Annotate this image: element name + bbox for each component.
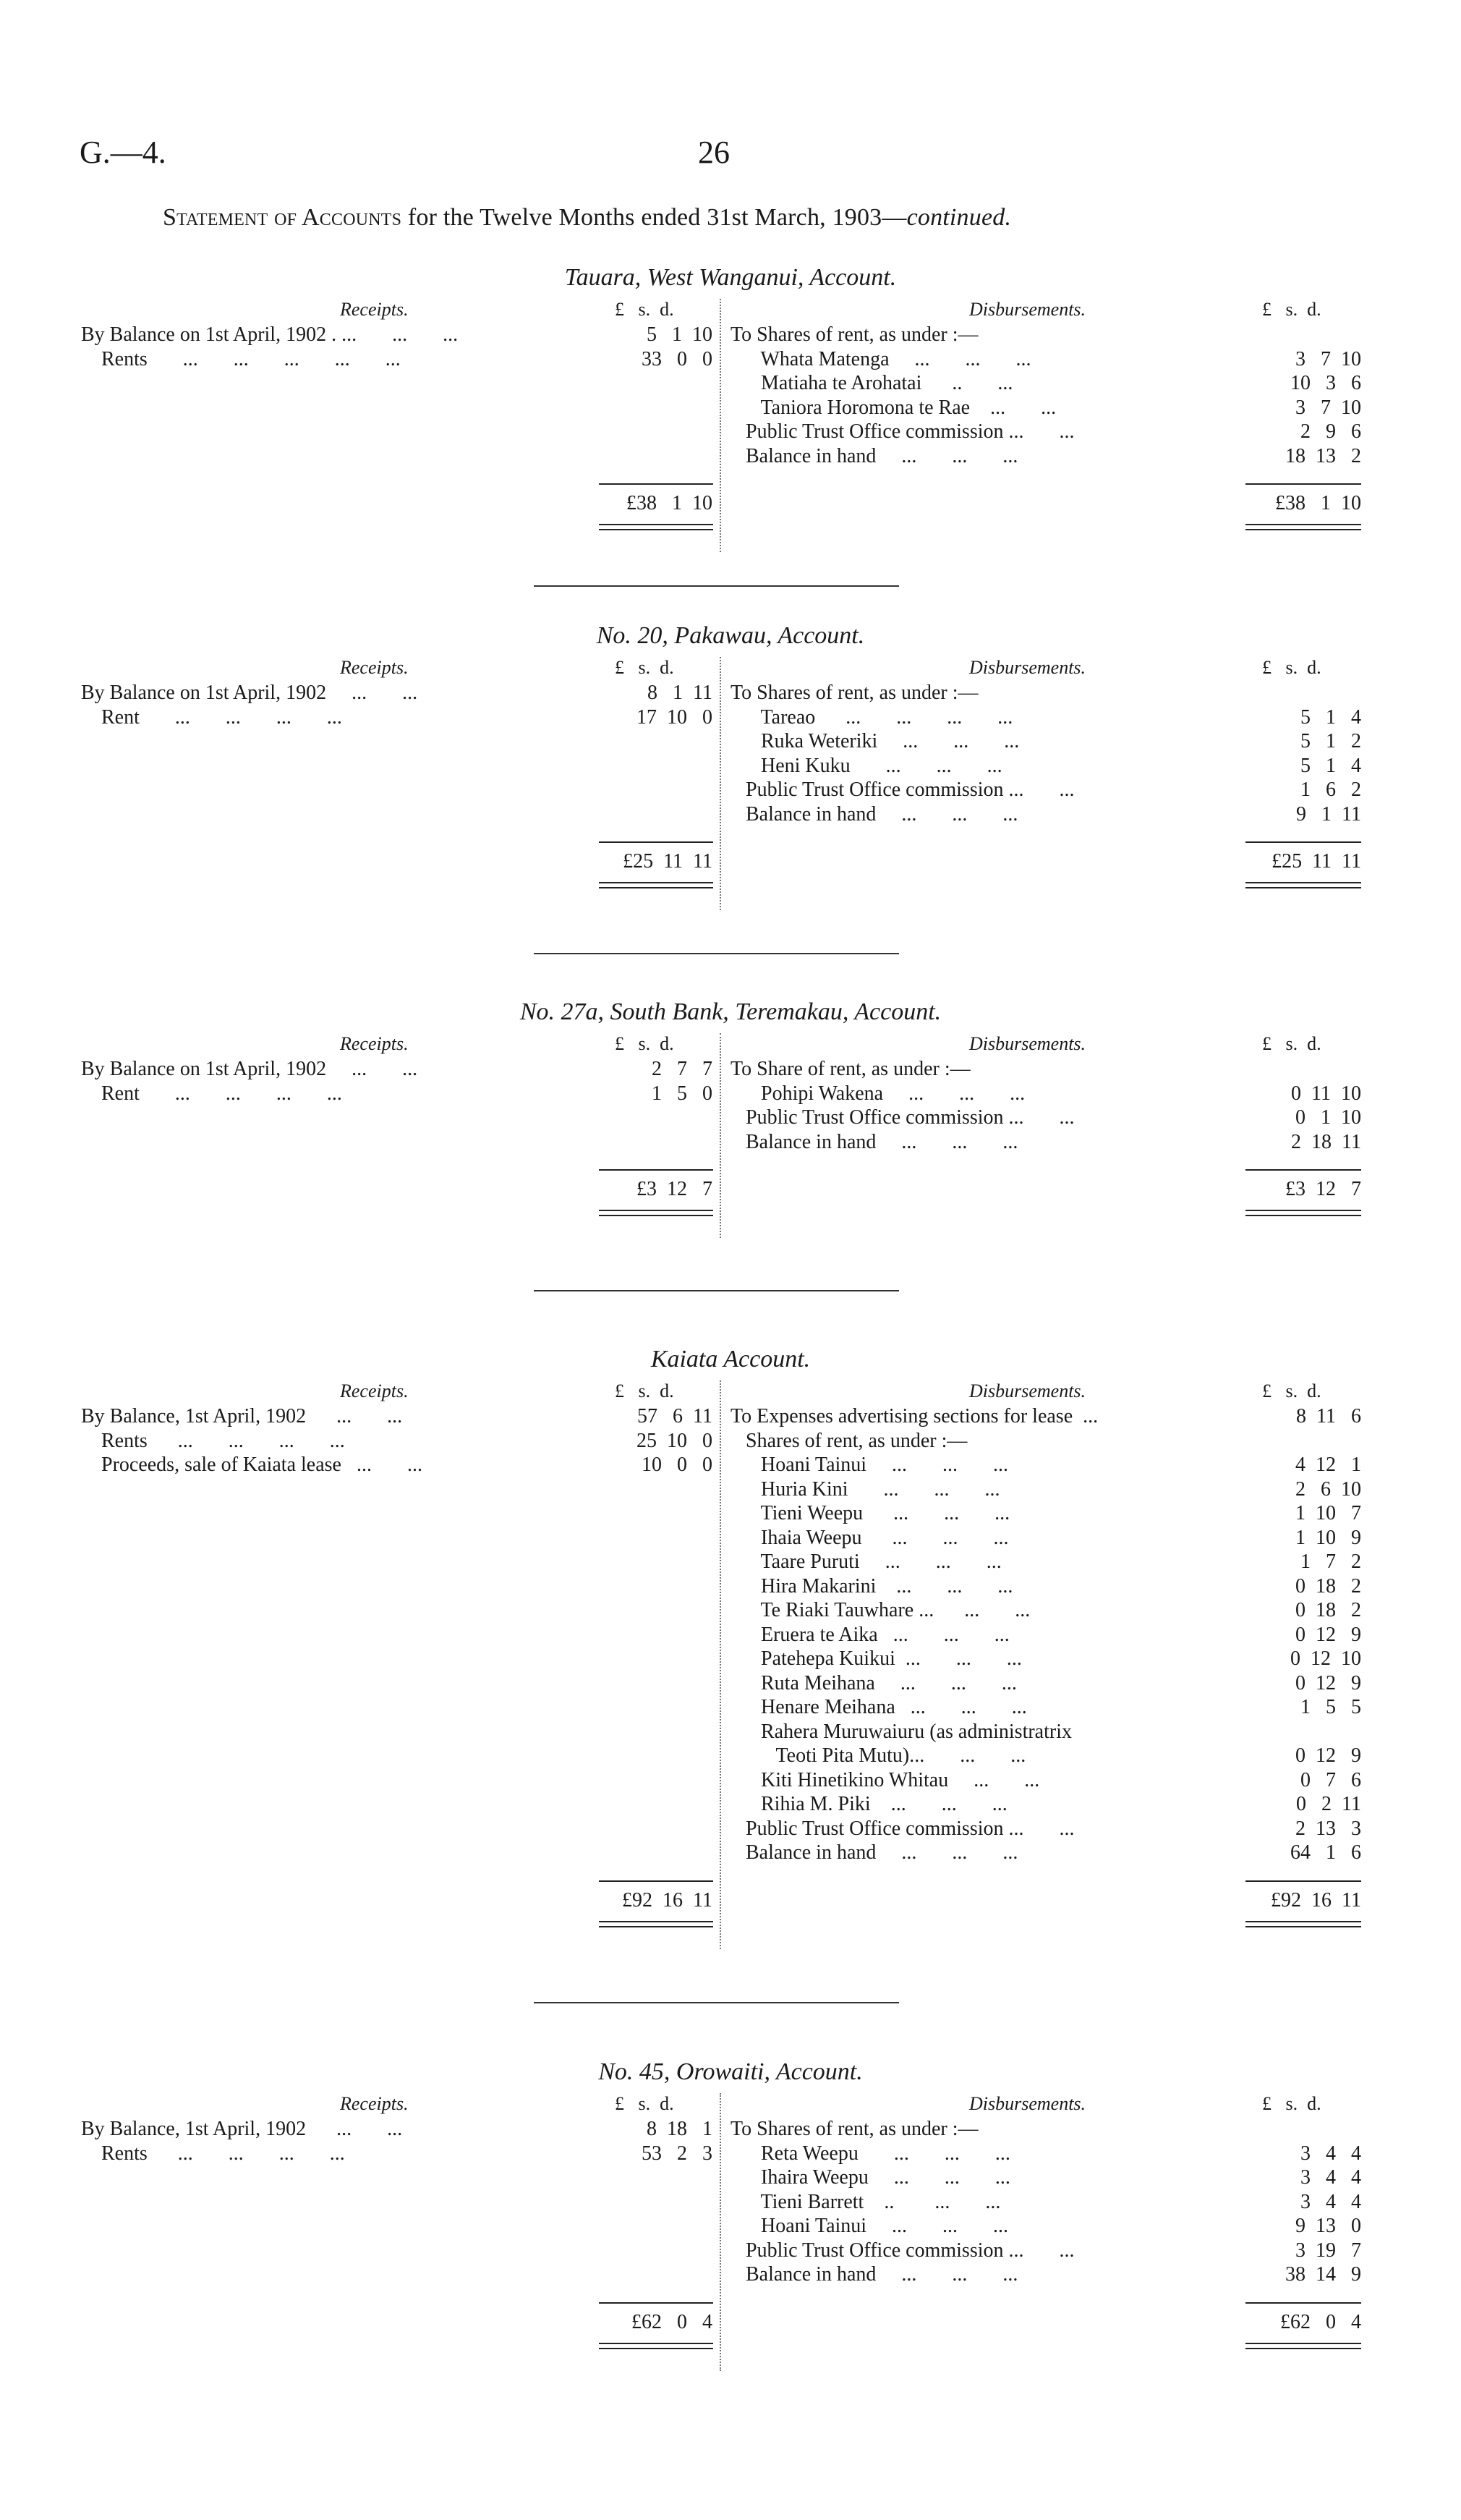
disbursements-total-double-rule <box>1245 1921 1361 1927</box>
disbursements-total-double-rule <box>1245 524 1361 530</box>
column-divider <box>720 1380 722 1949</box>
receipt-row-amount: 2 7 7 <box>652 1058 712 1080</box>
disbursements-money-heading: £ s. d. <box>1262 657 1321 678</box>
disbursement-row-label: Public Trust Office commission ... ... <box>730 420 1075 443</box>
disbursement-row-label: Hoani Tainui ... ... ... <box>730 1454 1009 1476</box>
disbursements-total-double-rule <box>1245 2343 1361 2349</box>
disbursements-heading: Disbursements. <box>969 657 1086 678</box>
receipts-total-double-rule <box>599 1210 713 1216</box>
disbursement-row-amount: 8 11 6 <box>1296 1405 1361 1427</box>
receipts-total: £3 12 7 <box>636 1178 712 1200</box>
disbursements-total: £92 16 11 <box>1271 1888 1361 1912</box>
disbursement-row-amount: 18 13 2 <box>1285 444 1361 467</box>
section-separator <box>534 953 899 954</box>
disbursement-row-amount: 0 1 10 <box>1295 1106 1361 1129</box>
disbursement-row-label: Balance in hand ... ... ... <box>730 444 1018 467</box>
disbursement-row-amount: 0 12 10 <box>1290 1647 1361 1670</box>
disbursement-row-amount: 5 1 4 <box>1300 705 1361 729</box>
disbursement-row-label: Hira Makarini ... ... ... <box>730 1574 1013 1598</box>
receipts-total: £25 11 11 <box>623 850 712 873</box>
statement-lead: Statement of Accounts <box>163 204 402 231</box>
disbursement-row-label: To Shares of rent, as under :— <box>730 2118 979 2140</box>
disbursement-row-label: To Expenses advertising sections for lease ... <box>730 1405 1099 1427</box>
disbursement-row-label: Public Trust Office commission ... ... <box>730 2239 1075 2262</box>
disbursements-total: £38 1 10 <box>1275 492 1361 514</box>
disbursement-row-label: To Share of rent, as under :— <box>730 1058 971 1080</box>
receipts-money-heading: £ s. d. <box>615 1380 674 1401</box>
disbursements-total-rule <box>1245 1169 1361 1171</box>
column-divider <box>720 299 722 552</box>
receipt-row-label: By Balance, 1st April, 1902 ... ... <box>81 1405 403 1427</box>
disbursement-row-label: Reta Weepu ... ... ... <box>730 2142 1010 2165</box>
disbursement-row-label: Hoani Tainui ... ... ... <box>730 2215 1009 2237</box>
disbursement-row-label: Huria Kini ... ... ... <box>730 1477 1000 1501</box>
disbursement-row-amount: 1 10 7 <box>1295 1502 1361 1524</box>
disbursement-row-amount: 1 7 2 <box>1300 1550 1361 1573</box>
receipts-total-rule <box>599 841 713 843</box>
disbursements-heading: Disbursements. <box>969 1033 1086 1054</box>
disbursements-money-heading: £ s. d. <box>1262 299 1321 320</box>
disbursement-row-amount: 4 12 1 <box>1295 1454 1361 1476</box>
disbursements-total-rule <box>1245 841 1361 843</box>
account-title: Kaiata Account. <box>650 1346 811 1373</box>
account-title: No. 45, Orowaiti, Account. <box>598 2058 863 2085</box>
receipt-row-amount: 33 0 0 <box>642 347 712 370</box>
receipts-heading: Receipts. <box>340 1033 409 1054</box>
disbursement-row-label: Rihia M. Piki ... ... ... <box>730 1793 1008 1815</box>
disbursement-row-label: Kiti Hinetikino Whitau ... ... <box>730 1768 1040 1791</box>
receipts-money-heading: £ s. d. <box>615 657 674 678</box>
disbursement-row-label: Public Trust Office commission ... ... <box>730 1817 1075 1840</box>
disbursement-row-label: Ihaia Weepu ... ... ... <box>730 1526 1009 1549</box>
disbursement-row-amount: 9 1 11 <box>1296 802 1361 826</box>
disbursement-row-amount: 2 9 6 <box>1300 420 1361 443</box>
disbursement-row-amount: 38 14 9 <box>1285 2263 1361 2286</box>
disbursements-total-double-rule <box>1245 1210 1361 1216</box>
disbursement-row-amount: 2 13 3 <box>1295 1817 1361 1840</box>
disbursement-row-label: Balance in hand ... ... ... <box>730 1841 1018 1864</box>
account-title: No. 27a, South Bank, Teremakau, Account. <box>519 998 942 1025</box>
disbursements-total: £3 12 7 <box>1285 1178 1361 1200</box>
disbursement-row-amount: 9 13 0 <box>1295 2215 1361 2237</box>
section-separator <box>534 585 899 587</box>
receipts-heading: Receipts. <box>340 299 409 320</box>
receipt-row-label: Rents ... ... ... ... ... <box>81 347 401 370</box>
disbursement-row-label: Public Trust Office commission ... ... <box>730 1106 1075 1129</box>
disbursement-row-amount: 0 2 11 <box>1296 1793 1361 1815</box>
receipts-money-heading: £ s. d. <box>615 1033 674 1054</box>
disbursement-row-amount: 5 1 2 <box>1300 730 1361 752</box>
disbursement-row-label: Patehepa Kuikui ... ... ... <box>730 1647 1022 1670</box>
disbursement-row-amount: 0 7 6 <box>1300 1768 1361 1791</box>
disbursement-row-label: Balance in hand ... ... ... <box>730 802 1018 826</box>
disbursement-row-label: Ihaira Weepu ... ... ... <box>730 2166 1010 2189</box>
disbursement-row-amount: 0 12 9 <box>1295 1671 1361 1694</box>
receipt-row-label: Rents ... ... ... ... <box>81 1429 345 1452</box>
disbursements-heading: Disbursements. <box>969 299 1086 320</box>
receipt-row-amount: 17 10 0 <box>636 705 712 729</box>
receipt-row-amount: 5 1 10 <box>647 323 712 346</box>
receipt-row-label: Rent ... ... ... ... <box>81 705 342 729</box>
disbursement-row-label: Te Riaki Tauwhare ... ... ... <box>730 1599 1031 1621</box>
receipts-total-rule <box>599 483 713 485</box>
disbursement-row-label: Tareao ... ... ... ... <box>730 705 1013 729</box>
disbursement-row-label: Shares of rent, as under :— <box>730 1429 968 1452</box>
disbursement-row-label: To Shares of rent, as under :— <box>730 682 979 704</box>
disbursement-row-amount: 5 1 4 <box>1300 754 1361 777</box>
receipt-row-amount: 57 6 11 <box>637 1405 712 1427</box>
section-separator <box>534 2002 899 2003</box>
receipts-total-rule <box>599 1880 713 1882</box>
disbursement-row-label: Heni Kuku ... ... ... <box>730 754 1002 777</box>
receipt-row-label: By Balance on 1st April, 1902 ... ... <box>81 682 418 704</box>
receipts-total-double-rule <box>599 1921 713 1927</box>
document-code: G.—4. <box>80 135 166 170</box>
disbursement-row-label: Taare Puruti ... ... ... <box>730 1550 1002 1573</box>
receipt-row-label: Rent ... ... ... ... <box>81 1082 342 1105</box>
receipt-row-amount: 53 2 3 <box>642 2142 712 2165</box>
disbursement-row-amount: 3 4 4 <box>1300 2166 1361 2189</box>
disbursement-row-label: Henare Meihana ... ... ... <box>730 1696 1027 1718</box>
disbursement-row-amount: 0 18 2 <box>1295 1574 1361 1598</box>
section-separator <box>534 1290 899 1291</box>
account-title: Tauara, West Wanganui, Account. <box>564 264 897 291</box>
column-divider <box>720 657 722 910</box>
disbursement-row-amount: 1 6 2 <box>1300 779 1361 801</box>
disbursement-row-amount: 0 12 9 <box>1295 1744 1361 1767</box>
disbursement-row-label: Taniora Horomona te Rae ... ... <box>730 396 1057 419</box>
disbursements-money-heading: £ s. d. <box>1262 2093 1321 2114</box>
disbursement-row-label: Ruka Weteriki ... ... ... <box>730 730 1020 752</box>
disbursement-row-label: Ruta Meihana ... ... ... <box>730 1671 1017 1694</box>
disbursement-row-amount: 2 18 11 <box>1291 1130 1361 1153</box>
receipts-total-rule <box>599 2302 713 2304</box>
account-title: No. 20, Pakawau, Account. <box>596 622 865 649</box>
receipts-total: £38 1 10 <box>626 492 712 514</box>
receipts-heading: Receipts. <box>340 2093 409 2114</box>
disbursements-total-double-rule <box>1245 882 1361 888</box>
column-divider <box>720 1033 722 1238</box>
disbursement-row-label: Teoti Pita Mutu)... ... ... <box>730 1744 1026 1767</box>
disbursements-total: £62 0 4 <box>1280 2310 1361 2333</box>
disbursement-row-amount: 3 7 10 <box>1295 347 1361 370</box>
disbursement-row-amount: 0 18 2 <box>1295 1599 1361 1621</box>
receipts-money-heading: £ s. d. <box>615 2093 674 2114</box>
statement-continued: continued. <box>906 204 1012 231</box>
receipt-row-label: Rents ... ... ... ... <box>81 2142 345 2165</box>
disbursement-row-amount: 64 1 6 <box>1290 1841 1361 1864</box>
disbursements-total: £25 11 11 <box>1272 850 1361 873</box>
receipts-total: £92 16 11 <box>622 1888 712 1912</box>
disbursement-row-amount: 10 3 6 <box>1290 372 1361 394</box>
statement-heading <box>163 204 1011 232</box>
disbursements-money-heading: £ s. d. <box>1262 1033 1321 1054</box>
receipt-row-amount: 1 5 0 <box>652 1082 712 1105</box>
disbursement-row-amount: 2 6 10 <box>1295 1477 1361 1501</box>
disbursement-row-label: Whata Matenga ... ... ... <box>730 347 1031 370</box>
disbursement-row-amount: 0 11 10 <box>1291 1082 1361 1105</box>
receipt-row-label: By Balance on 1st April, 1902 . ... ... ... <box>81 323 459 346</box>
receipt-row-amount: 25 10 0 <box>636 1429 712 1452</box>
receipts-money-heading: £ s. d. <box>615 299 674 320</box>
disbursement-row-label: To Shares of rent, as under :— <box>730 323 979 346</box>
disbursement-row-label: Matiaha te Arohatai .. ... <box>730 372 1013 394</box>
receipt-row-label: By Balance, 1st April, 1902 ... ... <box>81 2118 403 2140</box>
receipt-row-label: By Balance on 1st April, 1902 ... ... <box>81 1058 418 1080</box>
disbursement-row-label: Tieni Barrett .. ... ... <box>730 2190 1001 2213</box>
receipt-row-amount: 8 1 11 <box>647 682 712 704</box>
disbursement-row-amount: 1 5 5 <box>1300 1696 1361 1718</box>
receipts-total-double-rule <box>599 882 713 888</box>
disbursement-row-label: Rahera Muruwaiuru (as administratrix <box>730 1720 1072 1743</box>
statement-text: for the Twelve Months ended 31st March, 1903— <box>401 204 907 231</box>
receipts-total-double-rule <box>599 2343 713 2349</box>
disbursement-row-amount: 1 10 9 <box>1295 1526 1361 1549</box>
disbursement-row-amount: 3 19 7 <box>1295 2239 1361 2262</box>
receipt-row-amount: 10 0 0 <box>642 1454 712 1476</box>
disbursement-row-label: Pohipi Wakena ... ... ... <box>730 1082 1026 1105</box>
disbursement-row-label: Public Trust Office commission ... ... <box>730 779 1075 801</box>
disbursement-row-label: Balance in hand ... ... ... <box>730 1130 1018 1153</box>
receipts-heading: Receipts. <box>340 1380 409 1401</box>
receipts-heading: Receipts. <box>340 657 409 678</box>
disbursements-money-heading: £ s. d. <box>1262 1380 1321 1401</box>
disbursement-row-amount: 0 12 9 <box>1295 1623 1361 1646</box>
column-divider <box>720 2093 722 2371</box>
disbursements-total-rule <box>1245 1880 1361 1882</box>
receipts-total-rule <box>599 1169 713 1171</box>
receipts-total-double-rule <box>599 524 713 530</box>
disbursements-heading: Disbursements. <box>969 1380 1086 1401</box>
disbursement-row-amount: 3 7 10 <box>1295 396 1361 419</box>
receipts-total: £62 0 4 <box>631 2310 712 2333</box>
disbursement-row-label: Balance in hand ... ... ... <box>730 2263 1018 2286</box>
disbursement-row-label: Eruera te Aika ... ... ... <box>730 1623 1010 1646</box>
disbursement-row-amount: 3 4 4 <box>1300 2190 1361 2213</box>
page-number: 26 <box>698 135 730 170</box>
disbursements-total-rule <box>1245 2302 1361 2304</box>
disbursements-heading: Disbursements. <box>969 2093 1086 2114</box>
receipt-row-label: Proceeds, sale of Kaiata lease ... ... <box>81 1454 422 1476</box>
disbursement-row-amount: 3 4 4 <box>1300 2142 1361 2165</box>
disbursement-row-label: Tieni Weepu ... ... ... <box>730 1502 1010 1524</box>
receipt-row-amount: 8 18 1 <box>647 2118 712 2140</box>
disbursements-total-rule <box>1245 483 1361 485</box>
